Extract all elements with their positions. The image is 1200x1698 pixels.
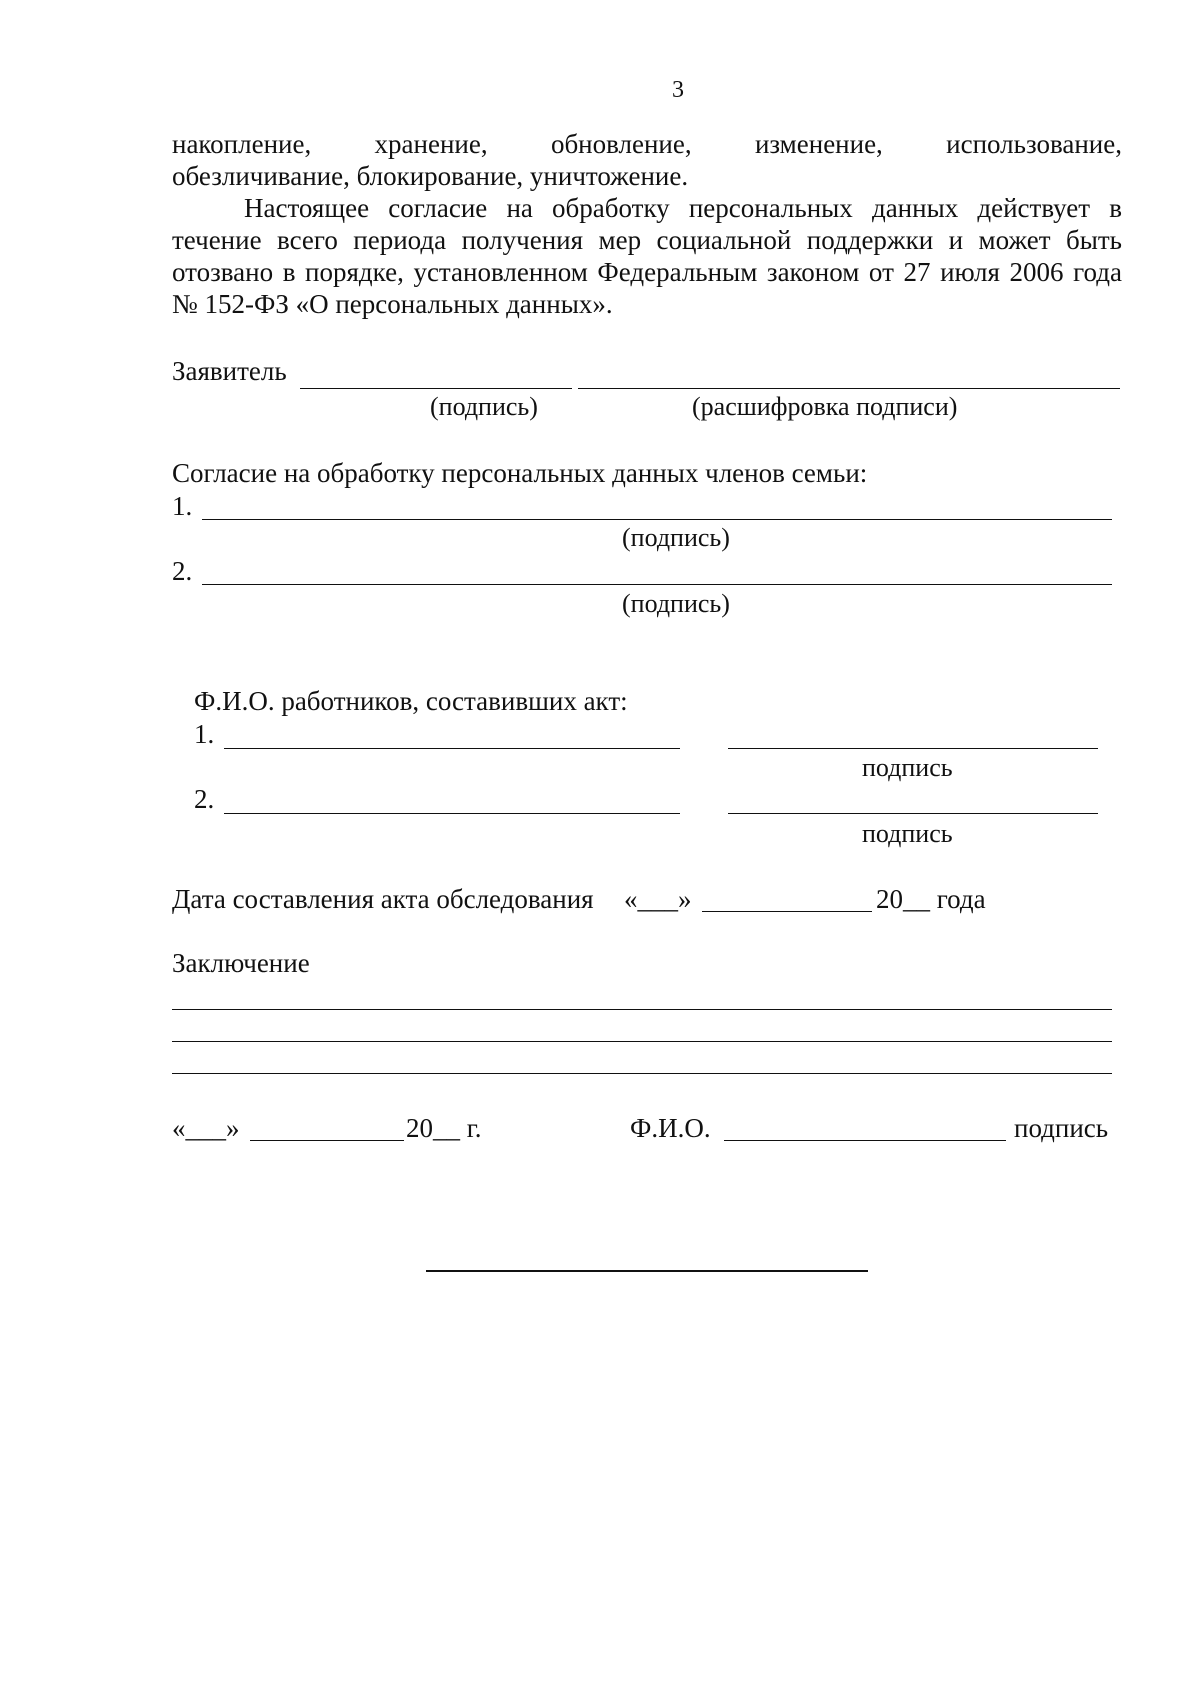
intro-word: использование, bbox=[946, 129, 1122, 159]
family-item-line[interactable] bbox=[202, 519, 1112, 520]
conclusion-line[interactable] bbox=[172, 1041, 1112, 1042]
worker-signature-line[interactable] bbox=[728, 813, 1098, 814]
page-number: 3 bbox=[672, 77, 684, 103]
applicant-signature-line[interactable] bbox=[300, 388, 572, 389]
footer-fio-line[interactable] bbox=[724, 1140, 1006, 1141]
footer-day-field[interactable]: «___» bbox=[172, 1113, 240, 1143]
footer-signature-label: подпись bbox=[1014, 1113, 1109, 1143]
footer-month-line[interactable] bbox=[250, 1140, 404, 1141]
intro-word: хранение, bbox=[374, 129, 488, 159]
intro-word: накопление, bbox=[172, 129, 312, 159]
conclusion-label: Заключение bbox=[172, 948, 310, 978]
act-date-month-line[interactable] bbox=[702, 911, 872, 912]
worker-signature-caption: подпись bbox=[862, 819, 953, 848]
footer-fio-label: Ф.И.О. bbox=[630, 1113, 711, 1143]
worker-name-line[interactable] bbox=[224, 748, 680, 749]
applicant-label: Заявитель bbox=[172, 356, 287, 386]
act-date-year: 20__ года bbox=[876, 884, 986, 914]
intro-line-2: обезличивание, блокирование, уничтожение. bbox=[172, 161, 689, 191]
family-item-caption: (подпись) bbox=[622, 523, 730, 552]
intro-word: изменение, bbox=[754, 129, 883, 159]
worker-signature-caption: подпись bbox=[862, 753, 953, 782]
applicant-decoding-caption: (расшифровка подписи) bbox=[692, 392, 958, 421]
intro-line-1 bbox=[172, 128, 1122, 160]
intro-word: обновление, bbox=[550, 129, 692, 159]
workers-heading: Ф.И.О. работников, составивших акт: bbox=[194, 686, 628, 716]
act-date-day-field[interactable]: «___» bbox=[624, 884, 692, 914]
family-item-number: 1. bbox=[172, 491, 193, 521]
worker-name-line[interactable] bbox=[224, 813, 680, 814]
closing-divider bbox=[426, 1270, 868, 1272]
worker-item-number: 1. bbox=[194, 719, 215, 749]
family-item-line[interactable] bbox=[202, 584, 1112, 585]
conclusion-line[interactable] bbox=[172, 1009, 1112, 1010]
family-item-caption: (подпись) bbox=[622, 589, 730, 618]
act-date-prefix: Дата составления акта обследования bbox=[172, 884, 594, 914]
applicant-signature-caption: (подпись) bbox=[430, 392, 538, 421]
family-consent-heading: Согласие на обработку персональных данных членов семьи: bbox=[172, 458, 868, 488]
conclusion-line[interactable] bbox=[172, 1073, 1112, 1074]
worker-item-number: 2. bbox=[194, 784, 215, 814]
footer-year: 20__ г. bbox=[406, 1113, 482, 1143]
applicant-decoding-line[interactable] bbox=[578, 388, 1120, 389]
worker-signature-line[interactable] bbox=[728, 748, 1098, 749]
consent-paragraph: Настоящее согласие на обработку персональных данных действует в течение всего периода получения мер социальной поддержки и может быть отозвано в порядке, установленном Федеральным законом от 27 июля 2006 года № 152-ФЗ «О персональных данных». bbox=[172, 193, 1122, 319]
family-item-number: 2. bbox=[172, 556, 193, 586]
